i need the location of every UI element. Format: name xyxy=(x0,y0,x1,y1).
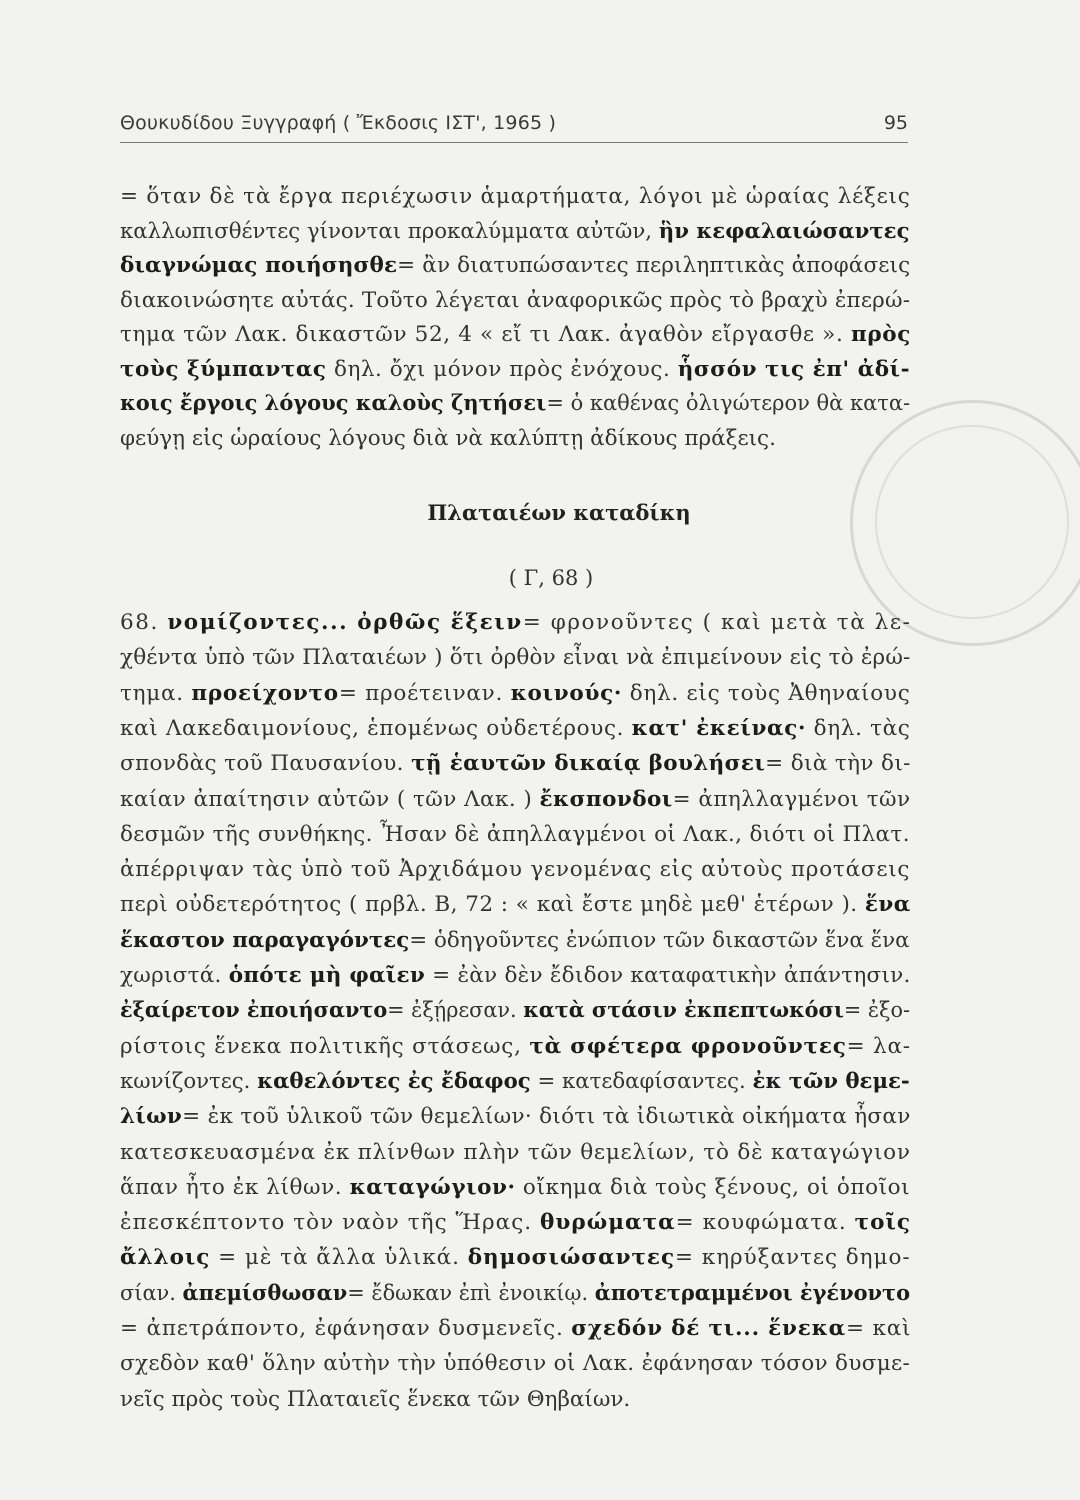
lemma-bold: ἐξαίρετον ἐποιήσαντο xyxy=(120,998,388,1024)
gloss-text: δηλ. τὰς xyxy=(806,715,911,741)
lemma-bold: λίων xyxy=(120,1104,183,1130)
lemma-bold: δημοσιώσαντες xyxy=(467,1245,676,1271)
gloss-text: δηλ. εἰς τοὺς Ἀθηναίους xyxy=(622,680,911,706)
gloss-text: δεσμῶν τῆς συνθήκης. Ἦσαν δὲ ἀπηλλαγμένοι οἱ Λακ., διότι οἱ Πλατ. xyxy=(120,821,910,847)
gloss-text: τημα τῶν Λακ. δικαστῶν 52, 4 « εἴ τι Λακ. ἀγαθὸν εἴργασθε ». xyxy=(120,322,851,347)
gloss-text: οἴκημα διὰ τοὺς ξένους, οἱ ὁποῖοι xyxy=(515,1174,911,1200)
text-line xyxy=(120,1030,911,1064)
text-line xyxy=(120,353,910,387)
gloss-text: = ἐξῄρεσαν. xyxy=(387,998,524,1024)
gloss-text: ρίστοις ἕνεκα πολιτικῆς στάσεως, xyxy=(120,1033,530,1059)
gloss-text: νεῖς πρὸς τοὺς Πλαταιεῖς ἕνεκα τῶν Θηβαίων. xyxy=(120,1386,631,1412)
gloss-text: = ἐὰν δὲν ἔδιδον καταφατικὴν ἀπάντησιν. xyxy=(425,963,911,988)
lemma-bold: τοῖς xyxy=(854,1210,912,1236)
gloss-text: δηλ. ὄχι μόνον πρὸς ἐνόχους. xyxy=(326,356,678,382)
lemma-bold: καταγώγιον· xyxy=(349,1174,516,1200)
gloss-text: χθέντα ὑπὸ τῶν Πλαταιέων ) ὅτι ὀρθὸν εἶναι νὰ ἐπιμείνουν εἰς τὸ ἐρώ- xyxy=(120,645,911,671)
gloss-text: = μὲ τὰ ἄλλα ὑλικά. xyxy=(210,1245,468,1271)
lemma-bold: κατὰ στάσιν ἐκπεπτωκόσι xyxy=(523,998,844,1024)
gloss-text: = λα- xyxy=(846,1033,911,1059)
gloss-text: = ὅταν δὲ τὰ ἔργα περιέχωσιν ἁμαρτήματα, λόγοι μὲ ὡραίας λέξεις xyxy=(120,184,911,209)
lemma-bold: νομίζοντες... ὀρθῶς ἕξειν xyxy=(167,610,523,635)
text-line xyxy=(120,1277,910,1311)
lemma-bold: κοις ἔργοις λόγους καλοὺς ζητήσει xyxy=(120,391,547,416)
text-line xyxy=(120,1312,911,1346)
gloss-text: φεύγῃ εἰς ὡραίους λόγους διὰ νὰ καλύπτῃ ἀδίκους πράξεις. xyxy=(120,425,776,451)
lemma-bold: κοινούς· xyxy=(510,680,623,706)
gloss-text: = ἔδωκαν ἐπὶ ἐνοικίῳ. xyxy=(347,1280,595,1306)
lemma-bold: ἣν κεφαλαιώσαντες xyxy=(658,218,910,244)
gloss-text: περὶ οὐδετερότητος ( πρβλ. Β, 72 : « καὶ ἔστε μηδὲ μεθ' ἑτέρων ). xyxy=(120,892,865,918)
gloss-text: κατεσκευασμένα ἐκ πλίνθων πλὴν τῶν θεμελίων, τὸ δὲ καταγώγιον xyxy=(120,1139,911,1165)
lemma-bold: τῇ ἑαυτῶν δικαίᾳ βουλήσει xyxy=(411,751,766,777)
text-line xyxy=(120,783,911,817)
lemma-bold: ἧσσόν τις ἐπ' ἀδί- xyxy=(677,356,911,382)
text-line xyxy=(120,959,911,993)
text-line xyxy=(120,924,910,958)
text-line xyxy=(120,1206,911,1240)
gloss-text: = ἐξο- xyxy=(843,998,910,1024)
gloss-text: = κουφώματα. xyxy=(675,1210,855,1236)
lemma-bold: σχεδόν δέ τι... ἕνεκα xyxy=(571,1316,846,1341)
gloss-text: = διὰ τὴν δι- xyxy=(765,751,911,777)
text-line xyxy=(120,1347,910,1381)
lemma-bold: προείχοντο xyxy=(191,680,339,706)
text-line xyxy=(120,318,911,352)
lemma-bold: ἕνα xyxy=(864,892,911,918)
gloss-text: τημα. xyxy=(120,680,192,706)
text-line xyxy=(120,641,910,675)
text-line xyxy=(120,994,910,1028)
lemma-bold: ὁπότε μὴ φαῖεν xyxy=(228,963,426,988)
gloss-text: = προέτειναν. xyxy=(338,680,511,706)
lemma-bold: ἀποτετραμμένοι ἐγένοντο xyxy=(594,1280,911,1306)
gloss-text: = ἂν διατυπώσαντες περιληπτικὰς ἀποφάσεις xyxy=(397,253,911,278)
lemma-bold: θυρώματα xyxy=(540,1210,676,1236)
text-line xyxy=(120,818,910,852)
lemma-bold: ἕκαστον παραγαγόντες xyxy=(120,927,410,953)
gloss-text: = ἐκ τοῦ ὑλικοῦ τῶν θεμελίων· διότι τὰ ἰδιωτικὰ οἰκήματα ἦσαν xyxy=(182,1104,911,1130)
gloss-text: = κηρύξαντες δημο- xyxy=(675,1245,911,1271)
gloss-text: διακοινώσητε αὐτάς. Τοῦτο λέγεται ἀναφορικῶς πρὸς τὸ βραχὺ ἐπερώ- xyxy=(120,287,911,313)
lemma-bold: ἄλλοις xyxy=(120,1245,211,1271)
text-line xyxy=(120,180,911,214)
text-line xyxy=(120,422,776,456)
lemma-bold: πρὸς xyxy=(850,322,911,347)
gloss-text: καλλωπισθέντες γίνονται προκαλύμματα αὐτῶν, xyxy=(120,218,659,244)
text-line xyxy=(120,888,911,922)
gloss-text: = κατεδαφίσαντες. xyxy=(530,1068,753,1094)
text-line xyxy=(120,215,910,249)
gloss-text: σπονδὰς τοῦ Παυσανίου. xyxy=(120,751,412,777)
text-line xyxy=(120,853,910,887)
text-line xyxy=(120,677,910,711)
lemma-bold: τοὺς ξύμπαντας xyxy=(120,356,327,382)
text-line xyxy=(120,606,911,640)
gloss-text: σίαν. xyxy=(120,1280,183,1306)
running-header xyxy=(120,110,908,143)
gloss-text: 68. xyxy=(120,610,168,635)
lemma-bold: ἐκ τῶν θεμε- xyxy=(752,1068,910,1094)
gloss-text: = ὁδηγοῦντες ἐνώπιον τῶν δικαστῶν ἕνα ἕνα xyxy=(409,927,910,953)
text-line xyxy=(120,1065,910,1099)
text-line xyxy=(120,1171,910,1205)
gloss-text: = ἀπηλλαγμένοι τῶν xyxy=(672,786,911,812)
gloss-text: ἐπεσκέπτοντο τὸν ναὸν τῆς Ἥρας. xyxy=(120,1210,541,1236)
text-line xyxy=(120,1383,630,1417)
gloss-text: = φρονοῦντες ( καὶ μετὰ τὰ λε- xyxy=(522,610,912,635)
gloss-text: κωνίζοντες. xyxy=(120,1068,258,1094)
gloss-text: = ἀπετράποντο, ἐφάνησαν δυσμενεῖς. xyxy=(120,1316,572,1341)
gloss-text: χωριστά. xyxy=(120,963,229,988)
text-line xyxy=(120,712,911,746)
lemma-bold: ἔκσπονδοι xyxy=(539,786,673,812)
gloss-text: = ὁ καθένας ὀλιγώτερον θὰ κατα- xyxy=(546,391,911,416)
lemma-bold: καθελόντες ἐς ἔδαφος xyxy=(257,1068,531,1094)
lemma-bold: κατ' ἐκείνας· xyxy=(631,715,807,741)
text-line xyxy=(120,249,910,283)
text-line xyxy=(120,284,910,318)
lemma-bold: διαγνώμας ποιήσησθε xyxy=(120,253,398,278)
page-number: 95 xyxy=(883,112,908,134)
text-line xyxy=(120,747,911,781)
section-reference: ( Γ, 68 ) xyxy=(508,566,594,590)
gloss-text: καὶ Λακεδαιμονίους, ἑπομένως οὐδετέρους. xyxy=(120,715,632,741)
section-heading: Πλαταιέων καταδίκη xyxy=(427,500,691,525)
text-line xyxy=(120,1136,911,1170)
lemma-bold: ἀπεμίσθωσαν xyxy=(182,1280,348,1306)
gloss-text: καίαν ἀπαίτησιν αὐτῶν ( τῶν Λακ. ) xyxy=(120,786,540,812)
text-line xyxy=(120,387,910,421)
gloss-text: ἀπέρριψαν τὰς ὑπὸ τοῦ Ἀρχιδάμου γενομένας εἰς αὐτοὺς προτάσεις xyxy=(120,857,911,883)
gloss-text: = καὶ xyxy=(845,1316,912,1341)
text-line xyxy=(120,1100,911,1134)
gloss-text: ἅπαν ἦτο ἐκ λίθων. xyxy=(120,1174,350,1200)
gloss-text: σχεδὸν καθ' ὅλην αὐτὴν τὴν ὑπόθεσιν οἱ Λακ. ἐφάνησαν τόσον δυσμε- xyxy=(120,1351,911,1377)
running-header-title: Θουκυδίδου Ξυγγραφή ( Ἔκδοσις ΙΣΤ', 1965 ) xyxy=(120,112,557,134)
lemma-bold: τὰ σφέτερα φρονοῦντες xyxy=(529,1033,847,1059)
text-line xyxy=(120,1241,911,1275)
